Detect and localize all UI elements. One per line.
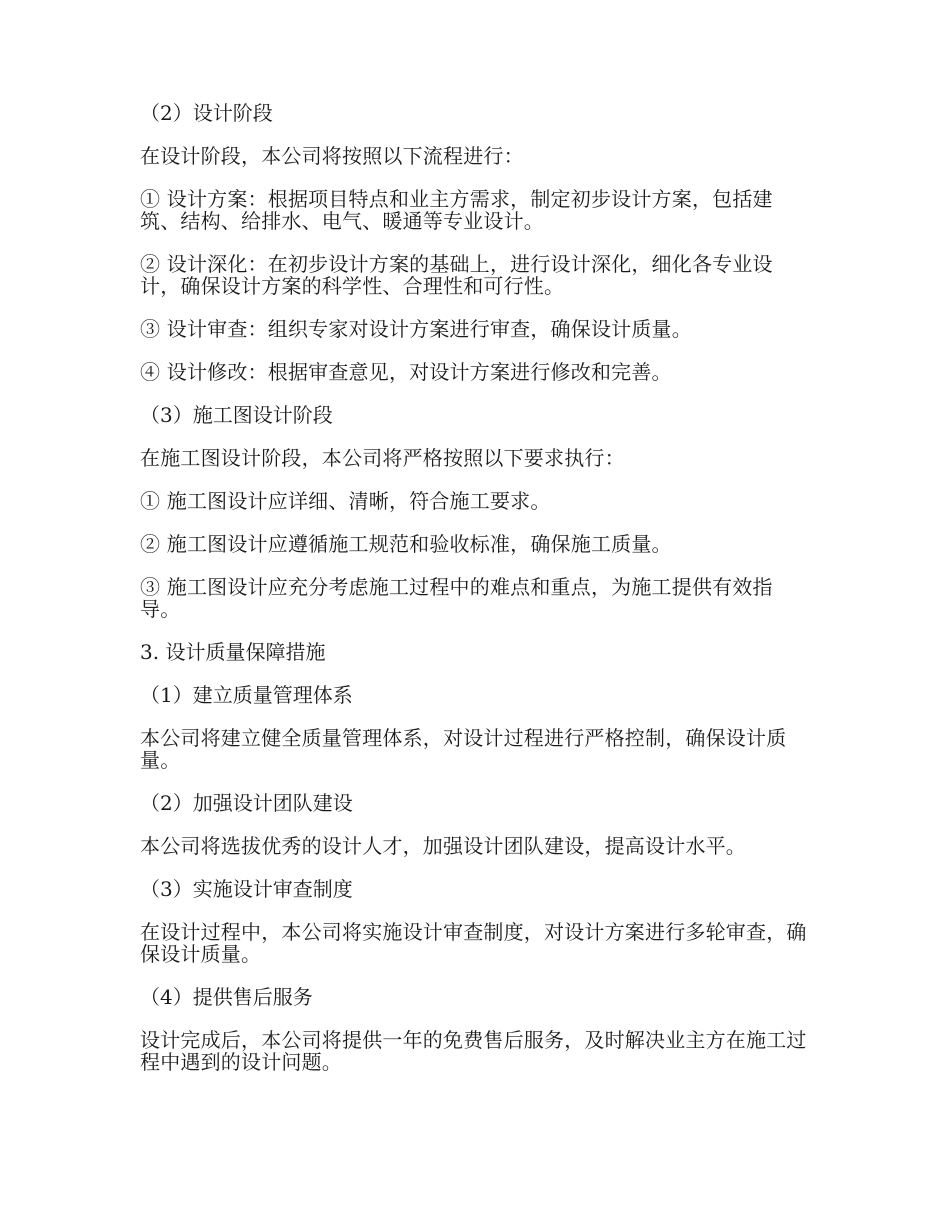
subheading-review-system: （3）实施设计审查制度	[140, 877, 353, 901]
list-item-drawing-guidance: ③ 施工图设计应充分考虑施工过程中的难点和重点，为施工提供有效指导。	[140, 575, 773, 621]
section-heading-design-stage: （2）设计阶段	[140, 101, 273, 125]
section-heading-quality-measures: 3. 设计质量保障措施	[140, 640, 326, 664]
paragraph-team-building: 本公司将选拔优秀的设计人才，加强设计团队建设，提高设计水平。	[140, 834, 746, 858]
subheading-after-sales: （4）提供售后服务	[140, 985, 313, 1009]
list-item-drawing-standards: ② 施工图设计应遵循施工规范和验收标准，确保施工质量。	[140, 532, 672, 556]
list-item-design-revision: ④ 设计修改：根据审查意见，对设计方案进行修改和完善。	[140, 360, 672, 384]
list-item-design-scheme: ① 设计方案：根据项目特点和业主方需求，制定初步设计方案，包括建筑、结构、给排水、电气、暖通等专业设计。	[140, 187, 773, 233]
subheading-quality-system: （1）建立质量管理体系	[140, 683, 353, 707]
paragraph-review-system: 在设计过程中，本公司将实施设计审查制度，对设计方案进行多轮审查，确保设计质量。	[140, 920, 807, 966]
paragraph-quality-system: 本公司将建立健全质量管理体系，对设计过程进行严格控制，确保设计质量。	[140, 726, 787, 772]
paragraph-design-intro: 在设计阶段，本公司将按照以下流程进行：	[140, 144, 524, 168]
paragraph-after-sales: 设计完成后，本公司将提供一年的免费售后服务，及时解决业主方在施工过程中遇到的设计问题。	[140, 1028, 807, 1074]
list-item-design-deepening: ② 设计深化：在初步设计方案的基础上，进行设计深化，细化各专业设计，确保设计方案的科学性、合理性和可行性。	[140, 252, 773, 298]
paragraph-construction-intro: 在施工图设计阶段，本公司将严格按照以下要求执行：	[140, 446, 625, 470]
list-item-design-review: ③ 设计审查：组织专家对设计方案进行审查，确保设计质量。	[140, 317, 692, 341]
list-item-drawing-detail: ① 施工图设计应详细、清晰，符合施工要求。	[140, 489, 551, 513]
section-heading-construction-drawing-stage: （3）施工图设计阶段	[140, 403, 333, 427]
document-body	[140, 102, 812, 1094]
subheading-team-building: （2）加强设计团队建设	[140, 791, 353, 815]
